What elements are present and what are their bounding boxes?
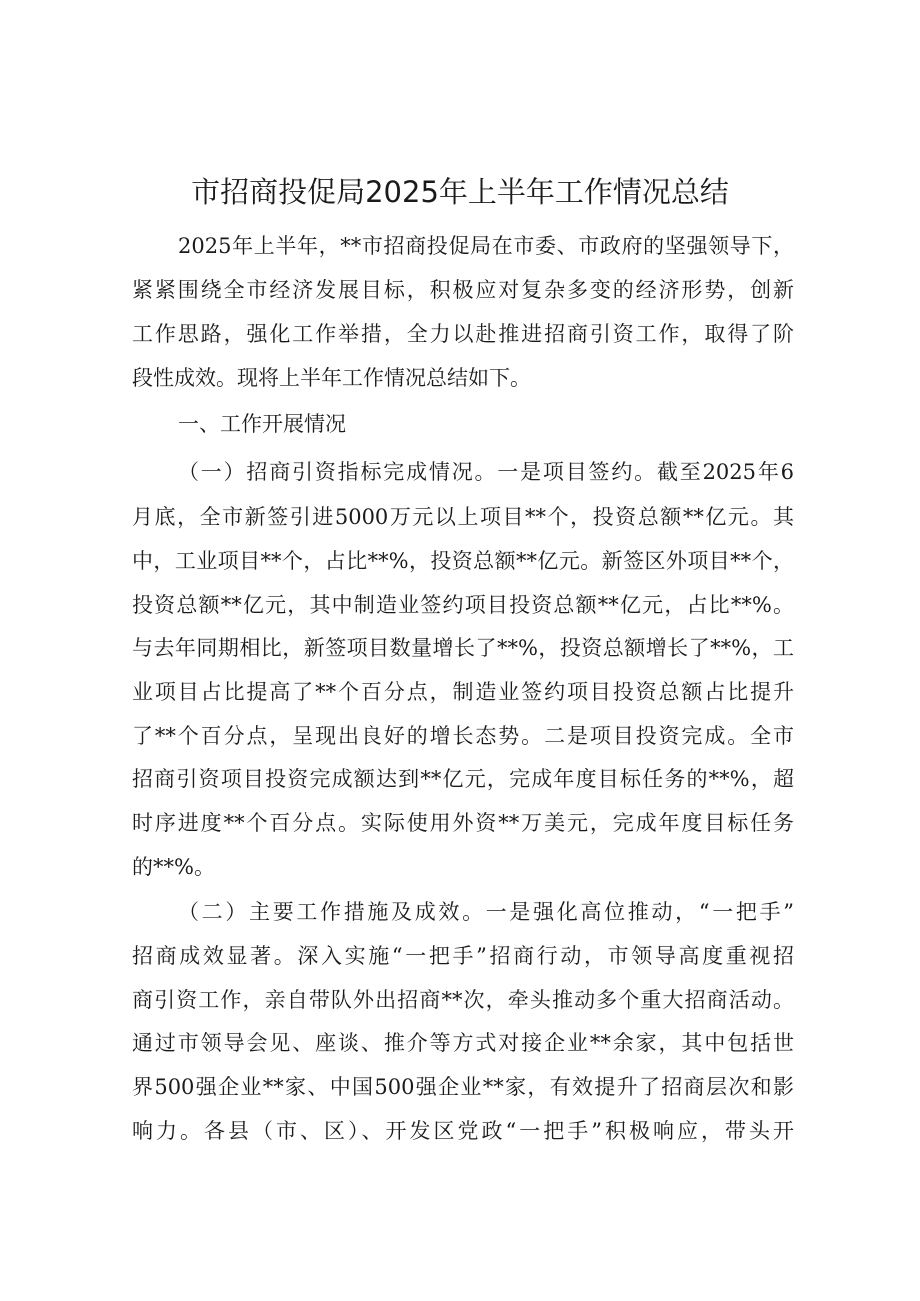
intro-line-4: 段性成效。现将上半年工作情况总结如下。 [132, 366, 531, 390]
intro-line-2: 紧紧围绕全市经济发展目标，积极应对复杂多变的经济形势，创新 [132, 278, 794, 302]
para2-line-3: 商引资工作，亲自带队外出招商**次，牵头推动多个重大招商活动。 [132, 988, 794, 1012]
intro-line-1: 2025年上半年，**市招商投促局在市委、市政府的坚强领导下， [178, 234, 794, 258]
para2-line-5: 界500强企业**家、中国500强企业**家，有效提升了招商层次和影 [132, 1075, 794, 1099]
para2-line-1: （二）主要工作措施及成效。一是强化高位推动，“一把手” [178, 900, 794, 924]
para1-line-7: 了**个百分点，呈现出良好的增长态势。二是项目投资完成。全市 [132, 724, 794, 748]
para1-line-3: 中，工业项目**个，占比**%，投资总额**亿元。新签区外项目**个， [132, 549, 794, 573]
document-title: 市招商投促局2025年上半年工作情况总结 [191, 175, 729, 209]
para1-line-10: 的**%。 [132, 855, 215, 879]
para1-line-9: 时序进度**个百分点。实际使用外资**万美元，完成年度目标任务 [132, 811, 794, 835]
para2-line-6: 响力。各县（市、区）、开发区党政“一把手”积极响应，带头开 [132, 1119, 794, 1143]
para2-line-4: 通过市领导会见、座谈、推介等方式对接企业**余家，其中包括世 [132, 1031, 794, 1055]
section-heading: 一、工作开展情况 [178, 412, 346, 436]
para1-line-1: （一）招商引资指标完成情况。一是项目签约。截至2025年6 [178, 460, 794, 484]
para2-line-2: 招商成效显著。深入实施“一把手”招商行动，市领导高度重视招 [132, 944, 794, 968]
para1-line-8: 招商引资项目投资完成额达到**亿元，完成年度目标任务的**%，超 [132, 767, 794, 791]
para1-line-5: 与去年同期相比，新签项目数量增长了**%，投资总额增长了**%，工 [132, 636, 794, 660]
para1-line-2: 月底，全市新签引进5000万元以上项目**个，投资总额**亿元。其 [132, 505, 794, 529]
para1-line-6: 业项目占比提高了**个百分点，制造业签约项目投资总额占比提升 [132, 680, 794, 704]
para1-line-4: 投资总额**亿元，其中制造业签约项目投资总额**亿元，占比**%。 [132, 593, 794, 617]
intro-line-3: 工作思路，强化工作举措，全力以赴推进招商引资工作，取得了阶 [132, 322, 794, 346]
